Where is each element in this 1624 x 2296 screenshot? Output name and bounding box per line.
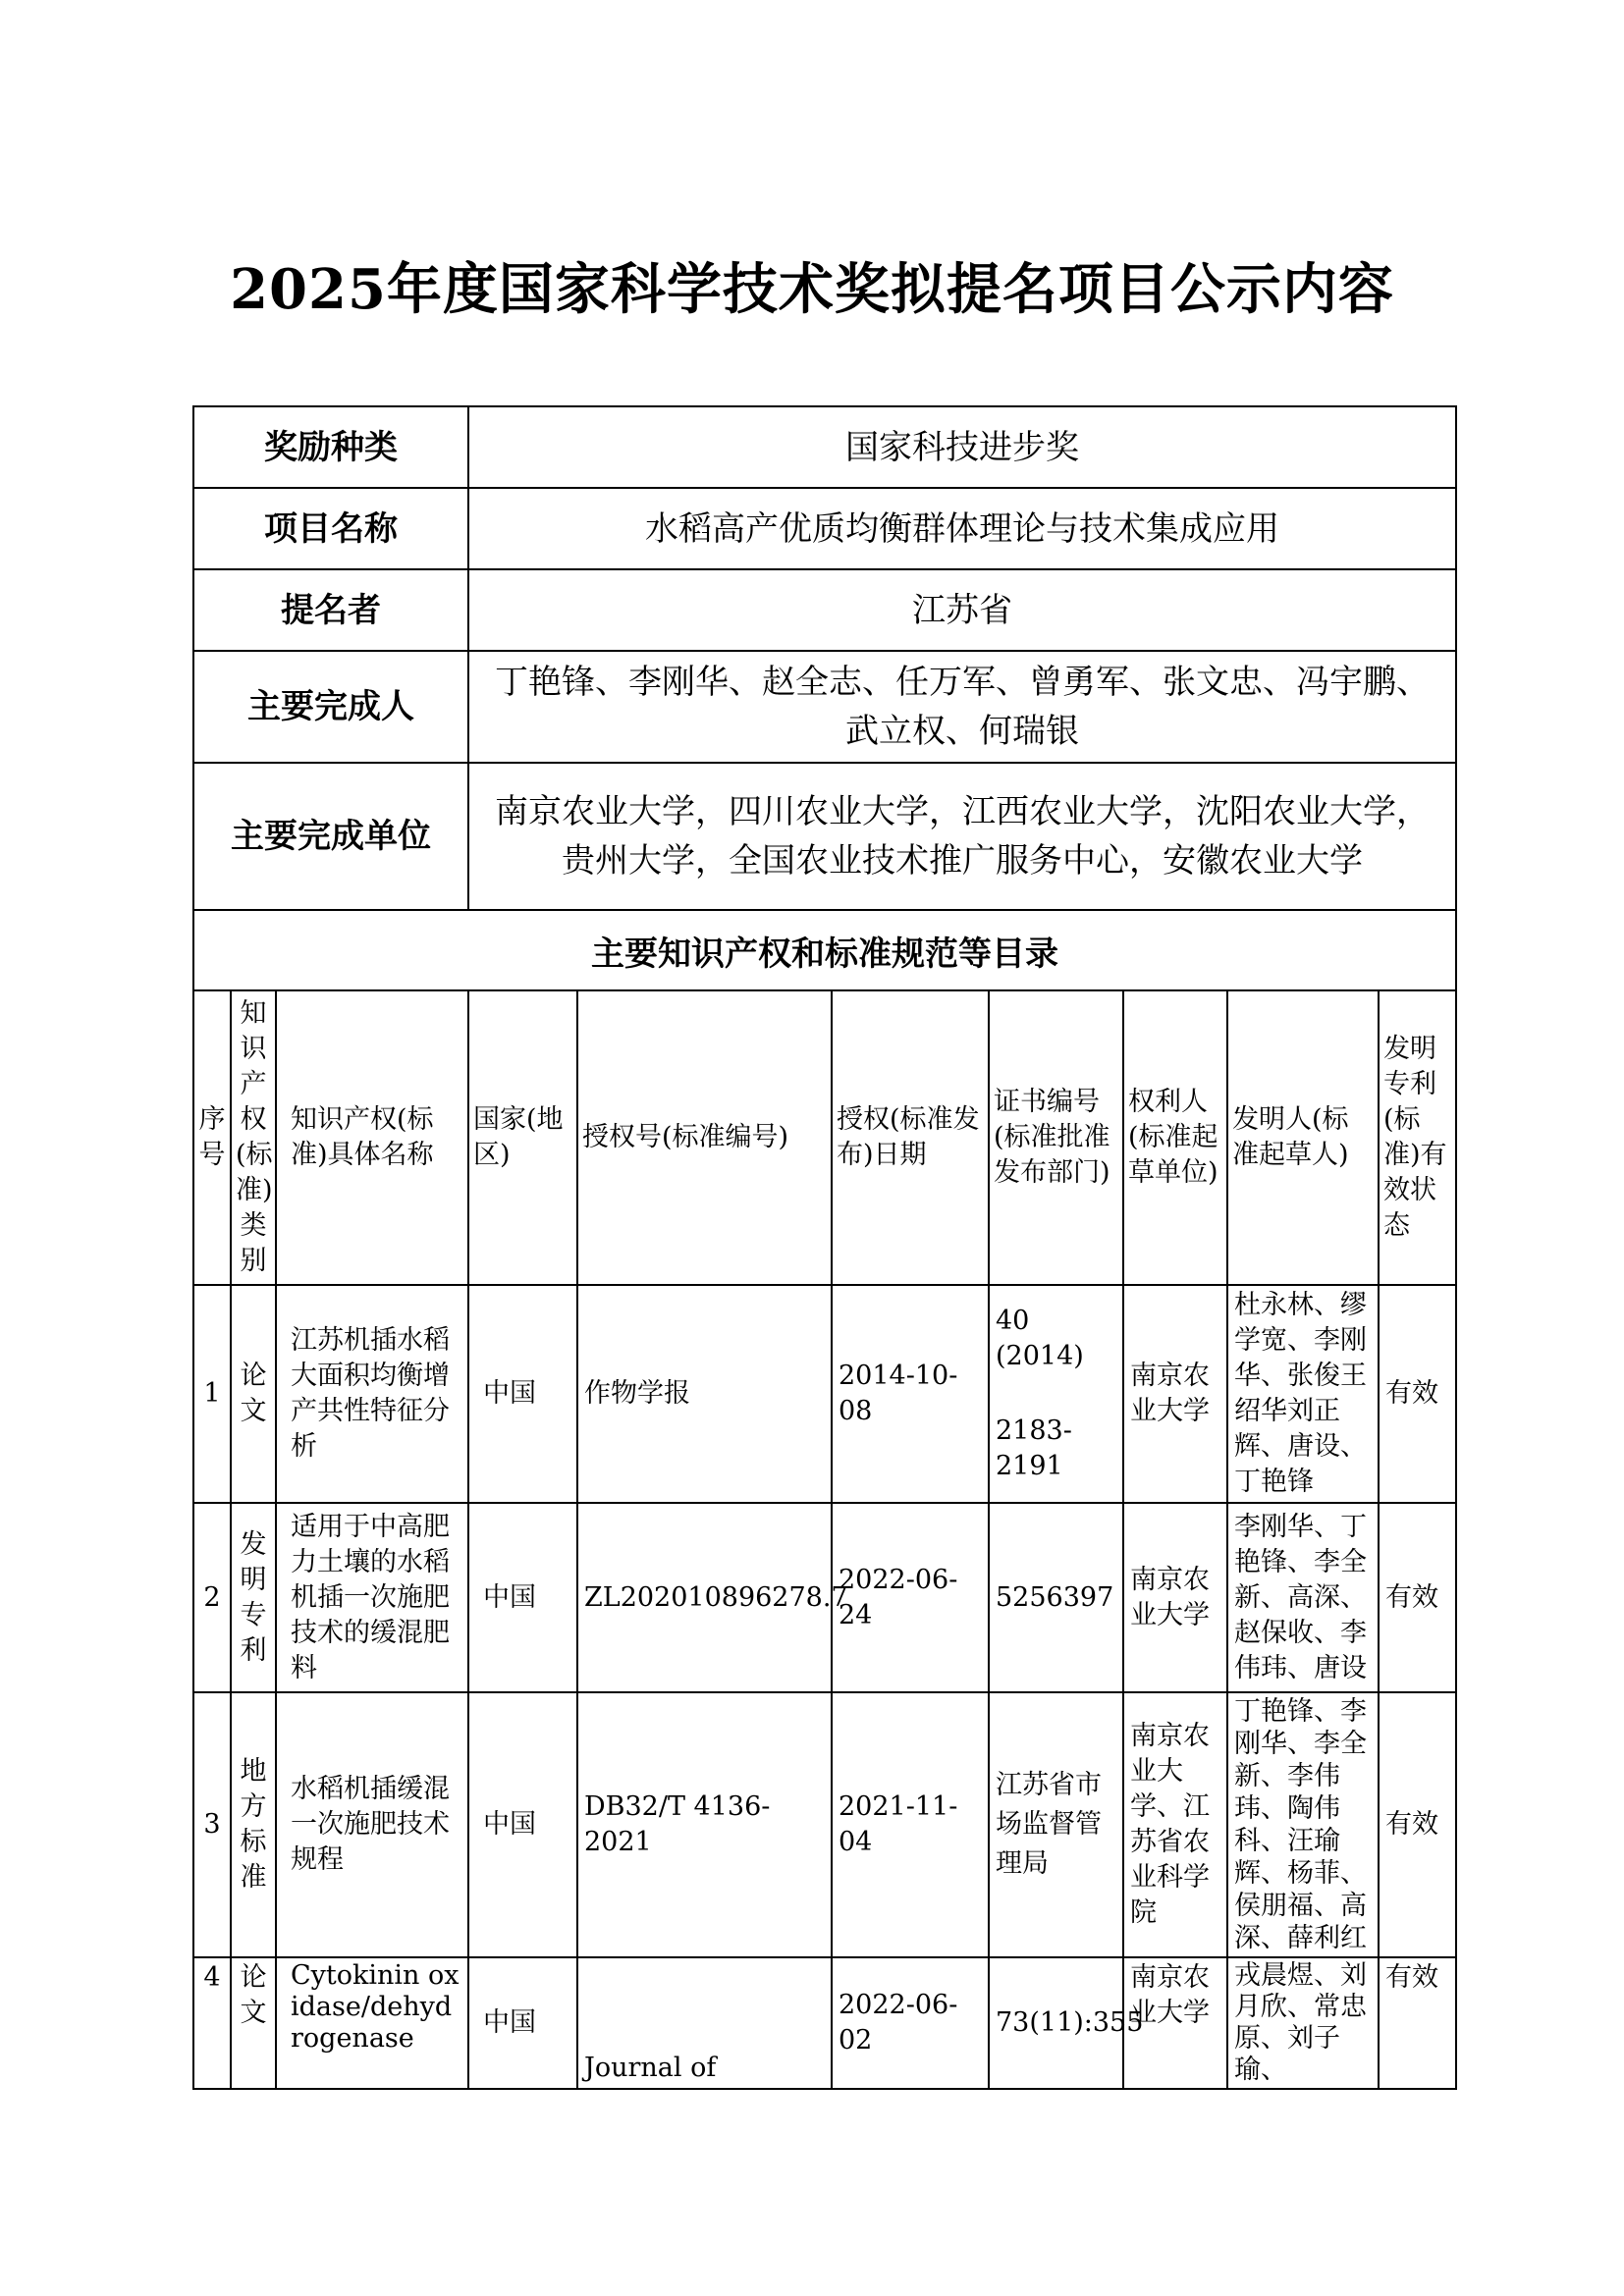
row-auth-no: 作物学报: [577, 1285, 832, 1503]
page-title: 2025年度国家科学技术奖拟提名项目公示内容: [230, 257, 1394, 322]
row-date: 2022-06-02: [832, 1957, 989, 2089]
ip-table-header: [193, 990, 1456, 1285]
row-no: 4: [193, 1957, 231, 2089]
main-persons-label: 主要完成人: [193, 651, 468, 763]
row-cert-no: 5256397: [989, 1503, 1123, 1692]
col-header-inventors: 发明人(标准起草人): [1227, 990, 1379, 1285]
row-ip-heading: [193, 910, 1456, 990]
award-type-label: 奖励种类: [193, 406, 468, 488]
table-row: [193, 1285, 1456, 1503]
row-inventors: 丁艳锋、李刚华、李全新、李伟玮、陶伟科、汪瑜辉、杨菲、侯朋福、高深、薛利红: [1227, 1692, 1379, 1957]
row-category: 论文: [231, 1957, 276, 2089]
nominator-value: 江苏省: [468, 569, 1456, 651]
row-no: 2: [193, 1503, 231, 1692]
project-name-value: 水稻高产优质均衡群体理论与技术集成应用: [468, 488, 1456, 569]
row-status: 有效: [1379, 1957, 1456, 2089]
row-main-persons: [193, 651, 1456, 763]
row-name: 江苏机插水稻大面积均衡增产共性特征分析: [276, 1285, 468, 1503]
row-date: 2022-06-24: [832, 1503, 989, 1692]
ip-section-heading: 主要知识产权和标准规范等目录: [193, 910, 1456, 990]
row-owner: 南京农业大学: [1123, 1285, 1227, 1503]
row-no: 1: [193, 1285, 231, 1503]
nomination-table: [192, 405, 1457, 2090]
row-cert-no-line1: 40 (2014): [996, 1306, 1084, 1371]
table-row: [193, 1692, 1456, 1957]
row-owner: 南京农业大学、江苏省农业科学院: [1123, 1692, 1227, 1957]
row-name: 适用于中高肥力土壤的水稻机插一次施肥技术的缓混肥料: [276, 1503, 468, 1692]
row-date: 2014-10-08: [832, 1285, 989, 1503]
row-date: 2021-11-04: [832, 1692, 989, 1957]
row-nominator: [193, 569, 1456, 651]
col-header-status: 发明专利(标准)有效状态: [1379, 990, 1456, 1285]
table-row: [193, 1957, 1456, 2089]
col-header-cert-no: 证书编号(标准批准发布部门): [989, 990, 1123, 1285]
row-name: 水稻机插缓混一次施肥技术规程: [276, 1692, 468, 1957]
col-header-name: 知识产权(标准)具体名称: [276, 990, 468, 1285]
row-no: 3: [193, 1692, 231, 1957]
row-cert-no: 73(11):355: [989, 1957, 1123, 2089]
main-persons-value: 丁艳锋、李刚华、赵全志、任万军、曾勇军、张文忠、冯宇鹏、武立权、何瑞银: [468, 651, 1456, 763]
nominator-label: 提名者: [193, 569, 468, 651]
row-name: Cytokinin oxidase/dehydrogenase: [276, 1957, 468, 2089]
row-country: 中国: [468, 1285, 577, 1503]
main-units-label: 主要完成单位: [193, 763, 468, 910]
row-cert-no-line2: 2183-2191: [996, 1415, 1072, 1481]
row-cert-no: 江苏省市场监督管理局: [989, 1692, 1123, 1957]
row-category: 发明专利: [231, 1503, 276, 1692]
row-award-type: [193, 406, 1456, 488]
row-category: 论文: [231, 1285, 276, 1503]
row-auth-no: Journal of: [577, 1957, 832, 2089]
col-header-date: 授权(标准发布)日期: [832, 990, 989, 1285]
row-cert-no: [989, 1285, 1123, 1503]
row-inventors: 李刚华、丁艳锋、李全新、高深、赵保收、李伟玮、唐设: [1227, 1503, 1379, 1692]
row-owner: 南京农业大学: [1123, 1503, 1227, 1692]
row-project-name: [193, 488, 1456, 569]
row-main-units: [193, 763, 1456, 910]
row-category: 地方标准: [231, 1692, 276, 1957]
row-status: 有效: [1379, 1285, 1456, 1503]
row-country: 中国: [468, 1692, 577, 1957]
col-header-category: 知识产权(标准)类别: [231, 990, 276, 1285]
row-inventors: 戎晨煜、刘月欣、常忠原、刘子瑜、: [1227, 1957, 1379, 2089]
col-header-auth-no: 授权号(标准编号): [577, 990, 832, 1285]
row-auth-no: ZL202010896278.7: [577, 1503, 832, 1692]
row-country: 中国: [468, 1503, 577, 1692]
col-header-no: 序号: [193, 990, 231, 1285]
row-owner: 南京农业大学: [1123, 1957, 1227, 2089]
row-auth-no: DB32/T 4136-2021: [577, 1692, 832, 1957]
row-status: 有效: [1379, 1503, 1456, 1692]
row-inventors: 杜永林、缪学宽、李刚华、张俊王绍华刘正辉、唐设、丁艳锋: [1227, 1285, 1379, 1503]
table-row: [193, 1503, 1456, 1692]
award-type-value: 国家科技进步奖: [468, 406, 1456, 488]
col-header-country: 国家(地区): [468, 990, 577, 1285]
col-header-owner: 权利人(标准起草单位): [1123, 990, 1227, 1285]
project-name-label: 项目名称: [193, 488, 468, 569]
row-country: 中国: [468, 1957, 577, 2089]
row-status: 有效: [1379, 1692, 1456, 1957]
main-units-value: 南京农业大学，四川农业大学，江西农业大学，沈阳农业大学，贵州大学，全国农业技术推广服务中心，安徽农业大学: [468, 763, 1456, 910]
